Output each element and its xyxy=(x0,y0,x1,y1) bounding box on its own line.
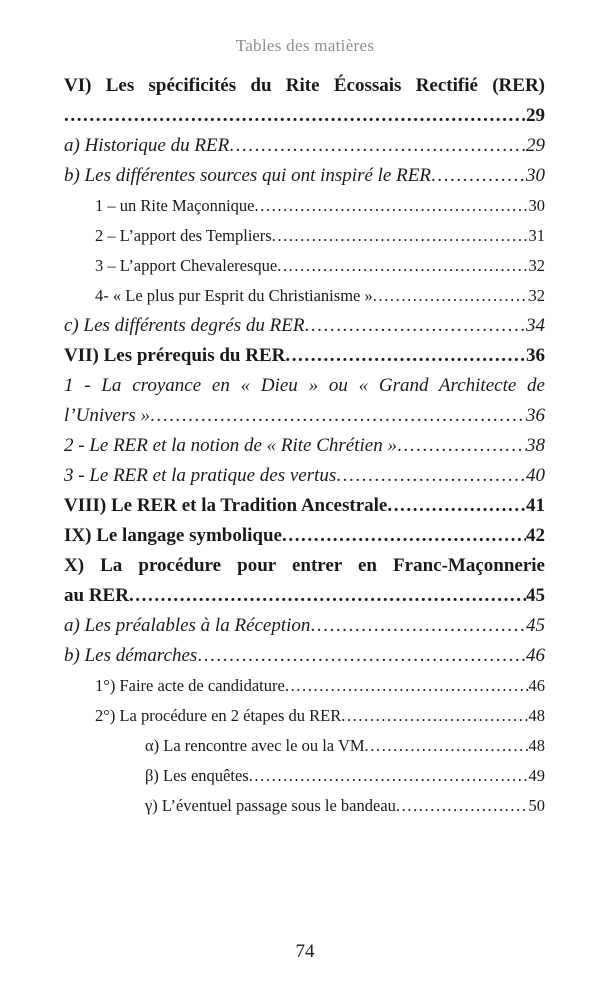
toc-entry xyxy=(64,461,545,491)
dot-leader xyxy=(285,671,529,701)
toc-entry-page: 49 xyxy=(528,766,545,785)
dot-leader xyxy=(129,581,526,611)
dot-leader xyxy=(229,131,526,161)
toc-entry-page: 32 xyxy=(528,256,545,275)
toc-entry-page: 40 xyxy=(526,465,545,486)
toc-entry-page: 45 xyxy=(526,615,545,636)
toc-entry-label: b) Les démarches xyxy=(64,645,198,666)
toc-entry xyxy=(64,431,545,461)
table-of-contents xyxy=(64,71,545,821)
dot-leader xyxy=(254,191,528,221)
toc-entry-label: 2°) La procédure en 2 étapes du RER xyxy=(95,706,342,725)
dot-leader xyxy=(387,491,526,521)
toc-entry: VI) Les spécificités du Rite Écossais Rectifié (RER) xyxy=(64,75,545,96)
toc-entry-label: α) La rencontre avec le ou la VM xyxy=(145,736,365,755)
toc-entry-label: a) Historique du RER xyxy=(64,135,230,156)
toc-entry-page: 41 xyxy=(526,495,545,516)
toc-entry-label: 1 – un Rite Maçonnique xyxy=(95,196,255,215)
dot-leader xyxy=(431,161,526,191)
toc-entry-label: VII) Les prérequis du RER xyxy=(64,345,286,366)
toc-entry-page: 34 xyxy=(526,315,545,336)
toc-entry xyxy=(64,101,545,131)
toc-entry xyxy=(64,791,545,821)
toc-entry-label: c) Les différents degrés du RER xyxy=(64,315,305,336)
toc-entry-page: 46 xyxy=(526,645,545,666)
toc-entry-label: 2 – L’apport des Templiers xyxy=(95,226,272,245)
toc-entry-label: β) Les enquêtes xyxy=(145,766,249,785)
toc-entry xyxy=(64,641,545,671)
toc-entry xyxy=(64,671,545,701)
toc-entry xyxy=(64,731,545,761)
toc-entry xyxy=(64,221,545,251)
toc-entry-label: γ) L’éventuel passage sous le bandeau xyxy=(145,796,396,815)
toc-entry-label: 1°) Faire acte de candidature xyxy=(95,676,285,695)
toc-entry-label: b) Les différentes sources qui ont inspiré le RER xyxy=(64,165,431,186)
toc-entry xyxy=(64,701,545,731)
toc-entry-page: 38 xyxy=(526,435,545,456)
toc-entry-page: 42 xyxy=(526,525,545,546)
toc-entry xyxy=(64,521,545,551)
dot-leader xyxy=(310,611,526,641)
dot-leader xyxy=(285,341,526,371)
toc-entry xyxy=(64,131,545,161)
toc-entry-label: IX) Le langage symbolique xyxy=(64,525,282,546)
dot-leader xyxy=(150,401,526,431)
running-header: Tables des matières xyxy=(235,36,375,55)
dot-leader xyxy=(282,521,526,551)
toc-entry-page: 30 xyxy=(528,196,545,215)
dot-leader xyxy=(277,251,528,281)
toc-entry: 1 - La croyance en « Dieu » ou « Grand Architecte de xyxy=(64,375,545,396)
toc-entry-page: 48 xyxy=(528,736,545,755)
toc-entry-label: a) Les préalables à la Réception xyxy=(64,615,311,636)
toc-entry-label: 4- « Le plus pur Esprit du Christianisme » xyxy=(95,286,373,305)
toc-entry-page: 50 xyxy=(528,796,545,815)
toc-entry xyxy=(64,311,545,341)
toc-entry-label: l’Univers » xyxy=(64,405,151,426)
toc-entry-page: 32 xyxy=(528,286,545,305)
toc-entry-label: 3 - Le RER et la pratique des vertus xyxy=(64,465,337,486)
toc-entry-page: 29 xyxy=(526,105,545,126)
toc-entry xyxy=(64,491,545,521)
toc-entry-label: VIII) Le RER et la Tradition Ancestrale xyxy=(64,495,388,516)
toc-entry-page: 46 xyxy=(528,676,545,695)
toc-entry-label: 3 – L’apport Chevaleresque xyxy=(95,256,278,275)
toc-entry-label: au RER xyxy=(64,585,129,606)
toc-entry-page: 45 xyxy=(526,585,545,606)
dot-leader xyxy=(365,731,529,761)
toc-entry-page: 30 xyxy=(526,165,545,186)
toc-entry xyxy=(64,581,545,611)
dot-leader xyxy=(397,431,526,461)
dot-leader xyxy=(373,281,529,311)
dot-leader xyxy=(249,761,529,791)
dot-leader xyxy=(64,101,526,131)
dot-leader xyxy=(304,311,526,341)
dot-leader xyxy=(336,461,526,491)
toc-entry-page: 48 xyxy=(528,706,545,725)
toc-entry-page: 36 xyxy=(526,405,545,426)
toc-entry-page: 31 xyxy=(528,226,545,245)
toc-entry-page: 29 xyxy=(526,135,545,156)
toc-entry xyxy=(64,281,545,311)
toc-entry xyxy=(64,341,545,371)
page-number: 74 xyxy=(295,941,315,962)
toc-entry-label: 2 - Le RER et la notion de « Rite Chrétien » xyxy=(64,435,397,456)
toc-entry xyxy=(64,251,545,281)
dot-leader xyxy=(197,641,526,671)
dot-leader xyxy=(272,221,529,251)
toc-entry: X) La procédure pour entrer en Franc-Maçonnerie xyxy=(64,555,545,576)
dot-leader xyxy=(396,791,529,821)
toc-entry xyxy=(64,161,545,191)
toc-entry xyxy=(64,611,545,641)
toc-entry xyxy=(64,401,545,431)
dot-leader xyxy=(341,701,528,731)
toc-entry xyxy=(64,191,545,221)
toc-entry xyxy=(64,761,545,791)
toc-entry-page: 36 xyxy=(526,345,545,366)
